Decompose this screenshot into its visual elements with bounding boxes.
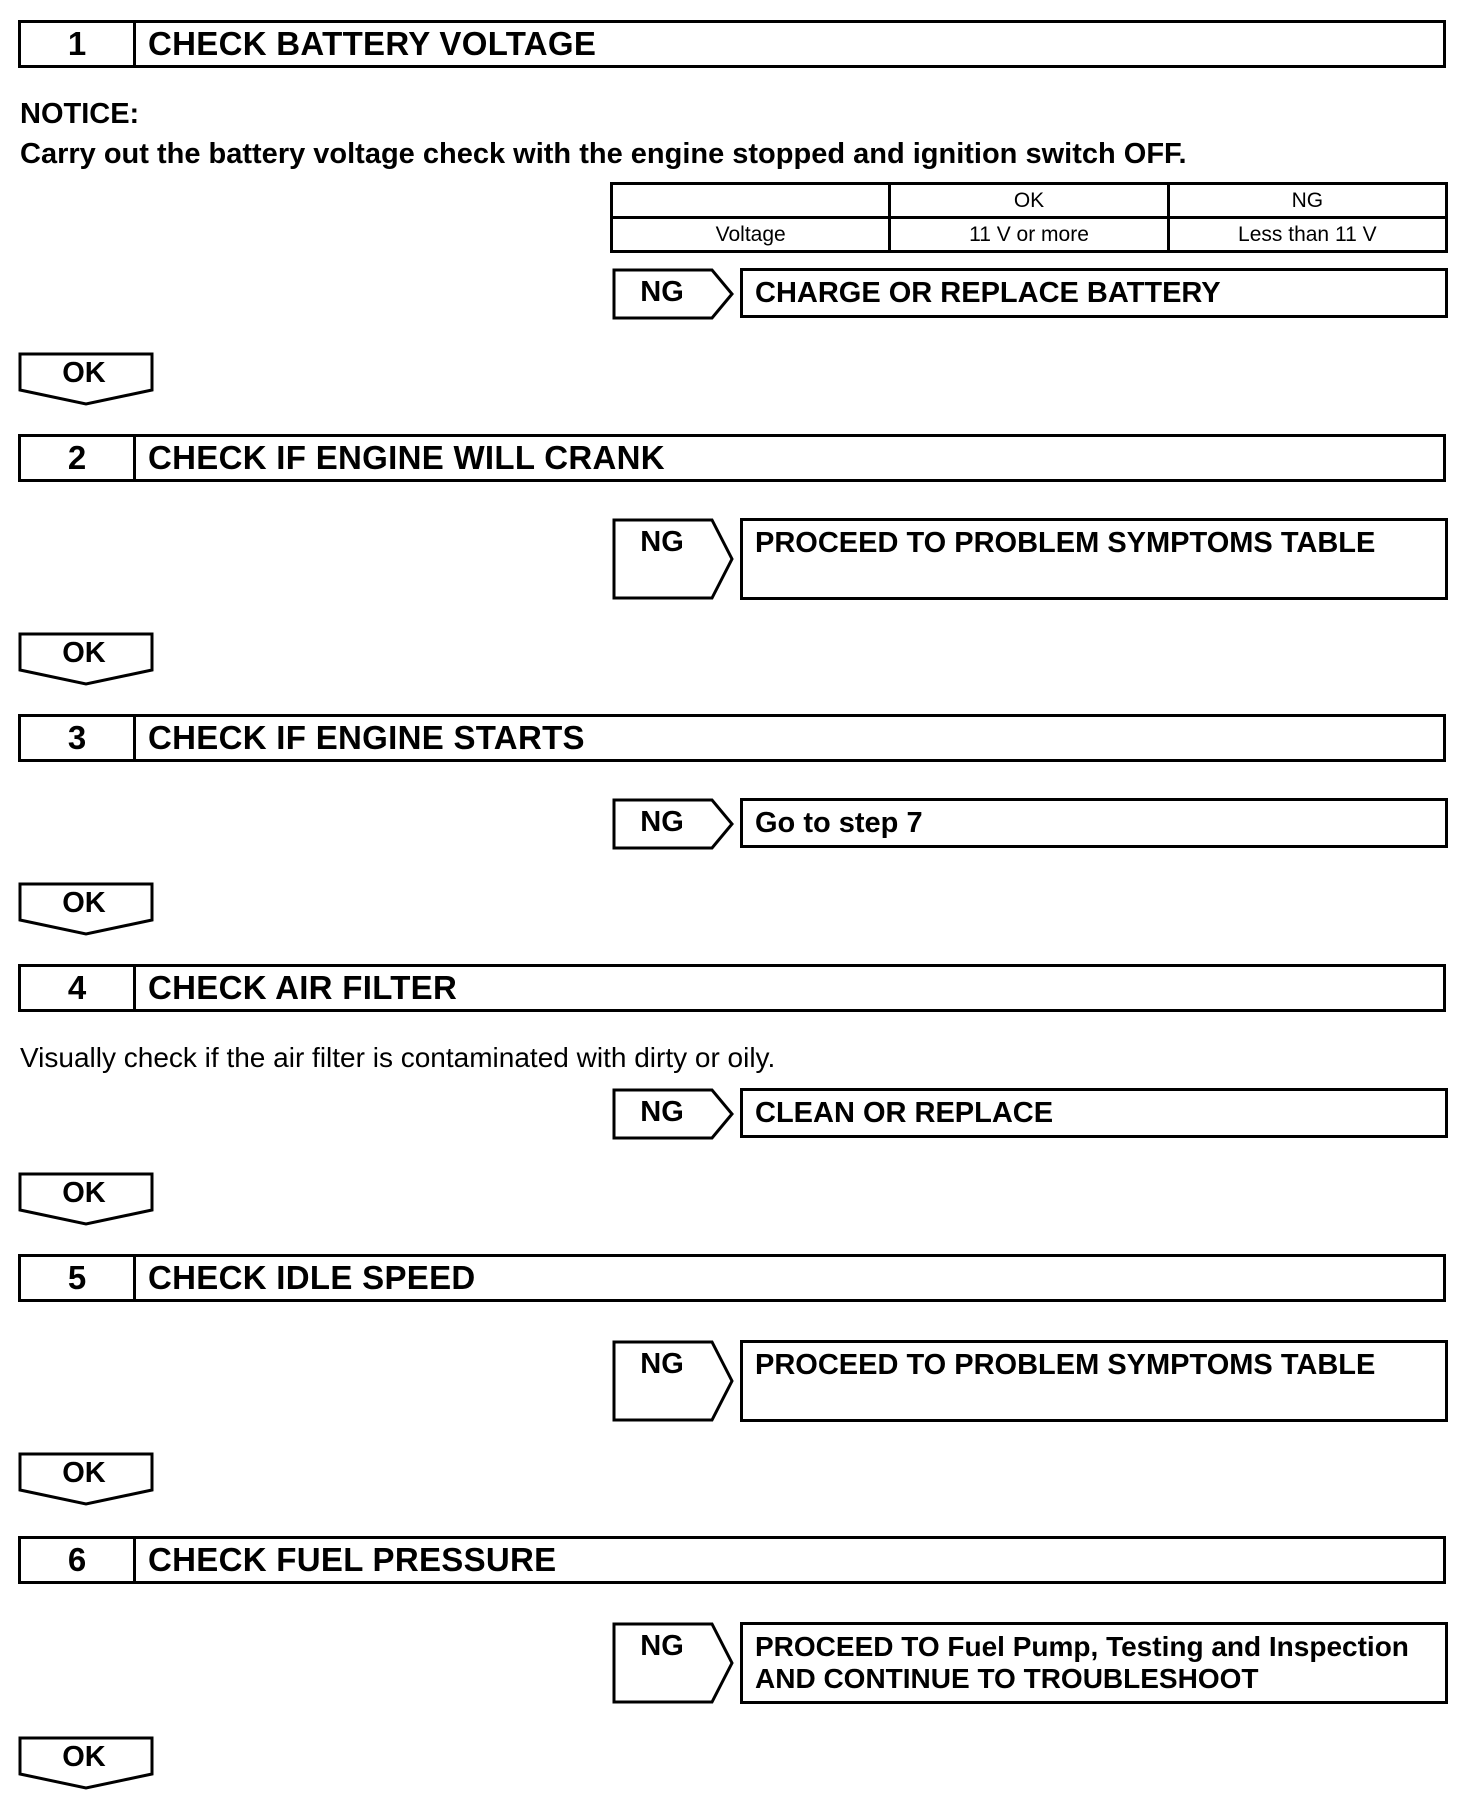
ng-label: NG [640, 1348, 684, 1380]
result-text: CLEAN OR REPLACE [755, 1097, 1054, 1129]
step-number: 4 [21, 967, 136, 1009]
step-number: 6 [21, 1539, 136, 1581]
result-problem-symptoms-table [740, 1340, 1448, 1422]
result-problem-symptoms-table [740, 518, 1448, 600]
step-title: CHECK IDLE SPEED [148, 1259, 476, 1296]
ok-label: OK [62, 637, 106, 669]
step-2-header [18, 434, 1446, 482]
ng-arrow-6 [612, 1622, 736, 1704]
ng-arrow-4 [612, 1088, 736, 1140]
table-header-cell: NG [1168, 184, 1446, 218]
notice-heading: NOTICE: [20, 98, 140, 130]
ng-arrow-5 [612, 1340, 736, 1422]
result-text-line-2: AND CONTINUE TO TROUBLESHOOT [755, 1663, 1259, 1694]
ng-label: NG [640, 526, 684, 558]
result-text: PROCEED TO PROBLEM SYMPTOMS TABLE [755, 1349, 1376, 1381]
result-go-to-step-7 [740, 798, 1448, 848]
ng-arrow-3 [612, 798, 736, 850]
ok-arrow-4 [18, 1172, 156, 1226]
air-filter-instruction: Visually check if the air filter is contaminated with dirty or oily. [20, 1042, 776, 1073]
table-header-cell [612, 184, 890, 218]
ng-label: NG [640, 1630, 684, 1662]
result-text: PROCEED TO PROBLEM SYMPTOMS TABLE [755, 527, 1376, 559]
notice-text: Carry out the battery voltage check with the engine stopped and ignition switch OFF. [20, 138, 1187, 170]
ng-label: NG [640, 1096, 684, 1128]
ok-arrow-6 [18, 1736, 156, 1790]
ok-label: OK [62, 887, 106, 919]
result-text: CHARGE OR REPLACE BATTERY [755, 277, 1221, 309]
step-4-header [18, 964, 1446, 1012]
table-header-cell: OK [890, 184, 1168, 218]
table-cell: 11 V or more [890, 218, 1168, 252]
step-1-header [18, 20, 1446, 68]
ok-arrow-5 [18, 1452, 156, 1506]
step-number: 3 [21, 717, 136, 759]
ok-label: OK [62, 357, 106, 389]
step-title: CHECK BATTERY VOLTAGE [148, 25, 597, 62]
step-5-header [18, 1254, 1446, 1302]
ng-label: NG [640, 276, 684, 308]
step-title: CHECK FUEL PRESSURE [148, 1541, 557, 1578]
ng-label: NG [640, 806, 684, 838]
voltage-spec-table [610, 182, 1448, 253]
step-title: CHECK AIR FILTER [148, 969, 458, 1006]
step-number: 5 [21, 1257, 136, 1299]
step-number: 2 [21, 437, 136, 479]
ng-arrow-1 [612, 268, 736, 320]
step-6-header [18, 1536, 1446, 1584]
ok-label: OK [62, 1457, 106, 1489]
ok-label: OK [62, 1177, 106, 1209]
step-3-header [18, 714, 1446, 762]
ok-label: OK [62, 1741, 106, 1773]
result-charge-replace-battery [740, 268, 1448, 318]
step-number: 1 [21, 23, 136, 65]
result-text: Go to step 7 [755, 807, 923, 839]
table-cell: Voltage [612, 218, 890, 252]
table-cell: Less than 11 V [1168, 218, 1446, 252]
step-title: CHECK IF ENGINE STARTS [148, 719, 585, 756]
result-text-line-1: PROCEED TO Fuel Pump, Testing and Inspection [755, 1631, 1409, 1662]
ok-arrow-1 [18, 352, 156, 406]
result-clean-or-replace [740, 1088, 1448, 1138]
ok-arrow-2 [18, 632, 156, 686]
ng-arrow-2 [612, 518, 736, 600]
result-fuel-pump-inspection [740, 1622, 1448, 1704]
ok-arrow-3 [18, 882, 156, 936]
step-title: CHECK IF ENGINE WILL CRANK [148, 439, 665, 476]
